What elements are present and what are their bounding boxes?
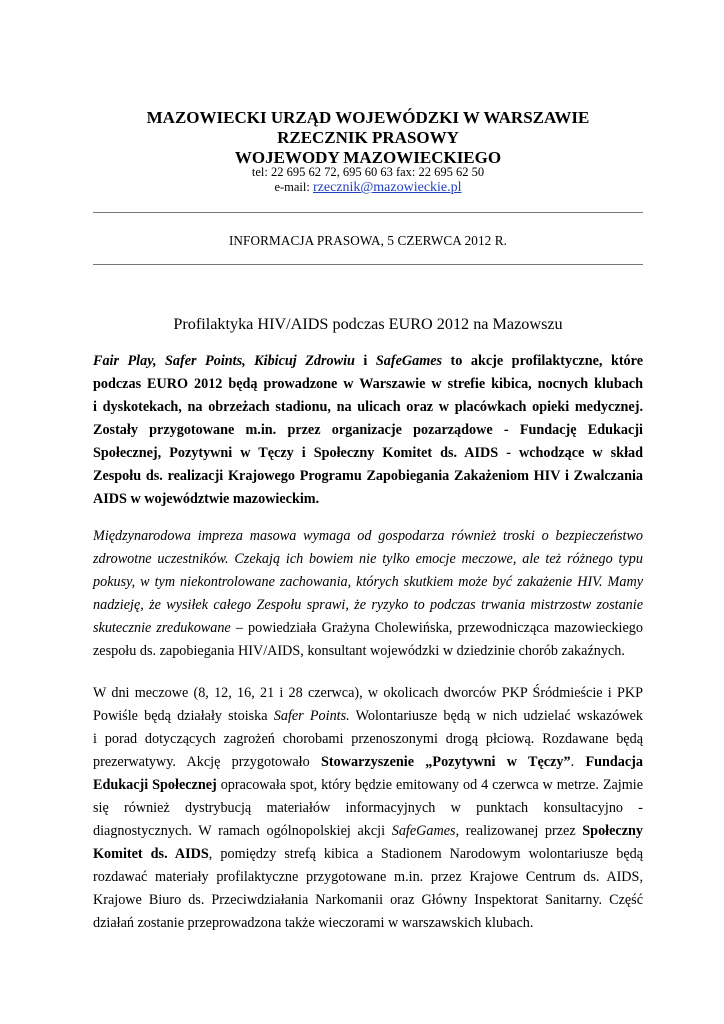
- lead-line: Fair Play, Safer Points, Kibicuj Zdrowiu i SafeGames to akcje profilaktyczne, które: [93, 353, 643, 369]
- body-line: W dni meczowe (8, 12, 16, 21 i 28 czerwca), w okolicach dworców PKP Śródmieście i PKP: [93, 685, 643, 701]
- body-line: Komitet ds. AIDS, pomiędzy strefą kibica a Stadionem Narodowym wolontariusze będą: [93, 846, 644, 862]
- body-line: Edukacji Społecznej opracowała spot, który będzie emitowany od 4 czerwca w metrze. Zajmie: [93, 777, 644, 793]
- press-info: INFORMACJA PRASOWA, 5 CZERWCA 2012 R.: [228, 233, 508, 248]
- lead-line: Społecznej, Pozytywni w Tęczy i Społeczny Komitet ds. AIDS - wchodzące w skład: [93, 445, 643, 461]
- header-email-line: [93, 180, 643, 195]
- email-link[interactable]: rzecznik@mazowieckie.pl: [312, 180, 462, 195]
- divider-top: [93, 212, 643, 213]
- lead-line: Zostały przygotowane m.in. przez organizacje pozarządowe - Fundację Edukacji: [93, 422, 643, 438]
- header-phone: tel: 22 695 62 72, 695 60 63 fax: 22 695 62 50: [251, 165, 485, 179]
- quote-line: pokusy, w tym niekontrolowane zachowania, których skutkiem może być zakażenie HIV. Mamy: [93, 574, 643, 590]
- quote-line: skutecznie zredukowane – powiedziała Grażyna Cholewińska, przewodnicząca mazowieckiego: [93, 620, 643, 636]
- quote-line: zespołu ds. zapobiegania HIV/AIDS, konsultant wojewódzki w dziedzinie chorób zakaźnych.: [93, 643, 625, 659]
- lead-line: Zespołu ds. realizacji Krajowego Programu Zapobiegania Zakażeniom HIV i Zwalczania: [93, 468, 643, 484]
- quote-line: nadzieję, że wysiłek całego Zespołu sprawi, że ryzyko to podczas trwania mistrzostw zostanie: [93, 597, 643, 613]
- divider-bottom: [93, 264, 643, 265]
- lead-line: i dyskotekach, na obrzeżach stadionu, na ulicach oraz w placówkach opieki medycznej.: [93, 399, 643, 415]
- body-line: się również dystrybucją materiałów informacyjnych w punktach konsultacyjno -: [93, 800, 643, 816]
- email-label: e-mail:: [274, 180, 313, 194]
- quote-line: Międzynarodowa impreza masowa wymaga od gospodarza również troski o bezpieczeństwo: [93, 528, 643, 544]
- header-org-line2: RZECZNIK PRASOWY: [277, 128, 459, 147]
- header-org-line1: MAZOWIECKI URZĄD WOJEWÓDZKI W WARSZAWIE: [146, 108, 590, 127]
- body-line: i porad dotyczących zagrożeń chorobami przenoszonymi drogą płciową. Rozdawane będą: [93, 731, 643, 747]
- lead-line: podczas EURO 2012 będą prowadzone w Warszawie w strefie kibica, nocnych klubach: [93, 376, 643, 392]
- body-line: rozdawać materiały profilaktyczne przygotowane m.in. przez Krajowe Centrum ds. AIDS,: [93, 869, 643, 885]
- body-line: działań zostanie przeprowadzona także wieczorami w warszawskich klubach.: [93, 915, 534, 931]
- article-title: Profilaktyka HIV/AIDS podczas EURO 2012 na Mazowszu: [173, 315, 563, 333]
- body-line: Krajowe Biuro ds. Przeciwdziałania Narkomanii oraz Główny Inspektorat Sanitarny. Część: [93, 892, 643, 908]
- quote-line: zdrowotne uczestników. Czekają ich bowiem nie tylko emocje meczowe, ale też różnego typu: [93, 551, 643, 567]
- body-line: prezerwatywy. Akcję przygotowało Stowarzyszenie „Pozytywni w Tęczy”. Fundacja: [93, 754, 643, 770]
- body-line: Powiśle będą działały stoiska Safer Points. Wolontariusze będą w nich udzielać wskazówek: [93, 708, 643, 724]
- header-org-line3: WOJEWODY MAZOWIECKIEGO: [234, 148, 502, 167]
- lead-line: AIDS w województwie mazowieckim.: [93, 491, 320, 507]
- body-line: diagnostycznych. W ramach ogólnopolskiej akcji SafeGames, realizowanej przez Społeczny: [93, 823, 643, 839]
